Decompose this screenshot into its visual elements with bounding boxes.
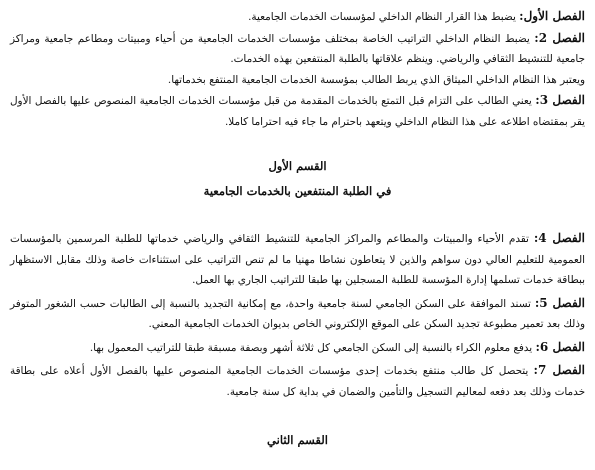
article-1-text: يضبط هذا القرار النظام الداخلي لمؤسسات الخدمات الجامعية. bbox=[248, 11, 520, 23]
section-1-title: القسم الأول bbox=[268, 159, 327, 173]
article-4-text: تقدم الأحياء والمبيتات والمطاعم والمراكز الجامعية للتنشيط الثقافي والرياضي خدماتها للطلبة المرسمين بالمؤسسات العمومية للتعليم العالي دون سواهم والذين لا يتعاطون نشاطا مهنيا ما لم تنص التراتيب على استثناءات خاصة وذلك مقابل الاستظهار ببطاقة خدمات تسلمها إدارة المؤسسة للطلبة المسجلين بها طبقا للتراتيب الجاري بها العمل. bbox=[10, 233, 585, 286]
article-6-text: يدفع معلوم الكراء بالنسبة إلى السكن الجامعي كل ثلاثة أشهر وبصفة مسبقة طبقا للتراتيب المعمول بها. bbox=[89, 341, 536, 354]
article-2-text: يضبط النظام الداخلي التراتيب الخاصة بمختلف مؤسسات الخدمات الجامعية من أحياء ومبيتات ومطاعم جامعية ومراكز جامعية للتنشيط الثقافي والرياضي. وينظم علاقاتها بالطلبة المنتفعين بهذه الخدمات. bbox=[10, 32, 585, 65]
charter-note: ويعتبر هذا النظام الداخلي الميثاق الذي يربط الطالب بمؤسسة الخدمات الجامعية المنتفع بخدماتها. bbox=[167, 73, 585, 86]
article-2-label: الفصل 2: bbox=[534, 30, 585, 45]
section-2-title: القسم الثاني bbox=[267, 433, 328, 447]
article-1 bbox=[10, 6, 585, 28]
article-5 bbox=[10, 293, 585, 335]
article-5-text: تسند الموافقة على السكن الجامعي لسنة جامعية واحدة، مع إمكانية التجديد بالنسبة إلى الطالبات حسب الشغور المتوفر وذلك بعد تعمير مطبوعة تجديد السكن على الموقع الإلكتروني الخاص بديوان الخدمات الجامعية المعني. bbox=[10, 297, 585, 330]
article-3-label: الفصل 3: bbox=[535, 93, 585, 107]
document-page bbox=[10, 0, 585, 451]
article-4-label: الفصل 4: bbox=[533, 231, 585, 245]
article-1-label: الفصل الأول: bbox=[519, 9, 585, 23]
article-7-label: الفصل 7: bbox=[533, 363, 586, 377]
article-2 bbox=[10, 28, 585, 70]
article-3 bbox=[10, 90, 585, 132]
article-6 bbox=[10, 337, 585, 359]
article-3-text: يعني الطالب على التزام قبل التمتع بالخدمات المقدمة من قبل مؤسسات الخدمات الجامعية المنصوص عليها بالفصل الأول يقر بمقتضاه اطلاعه على هذا النظام الداخلي ويتعهد باحترام ما جاء فيه احتراما كاملا. bbox=[10, 95, 585, 128]
article-5-label: الفصل 5: bbox=[534, 295, 586, 310]
article-4 bbox=[10, 228, 585, 291]
article-6-label: الفصل 6: bbox=[535, 339, 585, 354]
article-7 bbox=[10, 360, 585, 402]
section-1-subtitle: في الطلبة المنتفعين بالخدمات الجامعية bbox=[203, 183, 392, 198]
article-7-text: يتحصل كل طالب منتفع بخدمات إحدى مؤسسات الخدمات الجامعية المنصوص عليها بالفصل الأول أعلاه على بطاقة خدمات وذلك بعد دفعه لمعاليم التسجيل والتأمين والضمان في بداية كل سنة جامعية. bbox=[10, 365, 585, 398]
